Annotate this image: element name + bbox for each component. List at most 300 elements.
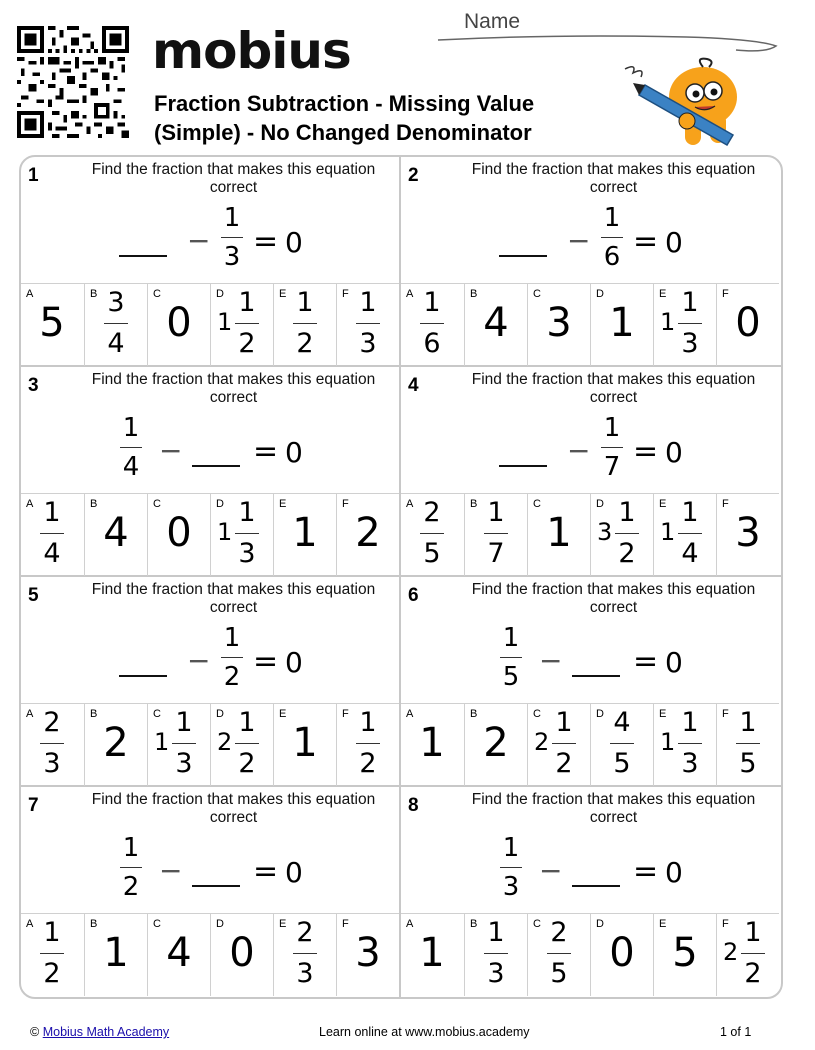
answer-option-c[interactable] — [147, 494, 210, 576]
fraction — [116, 833, 146, 902]
denominator: 3 — [223, 242, 241, 272]
option-fraction — [612, 498, 642, 569]
answer-blank[interactable] — [572, 675, 620, 677]
fraction-bar — [40, 533, 64, 534]
option-value — [654, 284, 716, 366]
logo-text: mobius — [152, 22, 351, 80]
whole-number: 2 — [483, 720, 509, 766]
fraction-bar — [40, 743, 64, 744]
denominator: 3 — [238, 538, 256, 569]
option-value — [274, 704, 336, 786]
fraction-bar — [293, 953, 317, 954]
answer-blank[interactable] — [499, 465, 547, 467]
answer-option-d[interactable] — [590, 284, 653, 366]
denominator: 5 — [550, 958, 568, 989]
denominator: 3 — [681, 748, 699, 779]
equation — [21, 833, 399, 913]
option-letter: C — [153, 708, 161, 720]
denominator: 2 — [122, 872, 140, 902]
whole-number: 1 — [660, 728, 676, 756]
fraction-bar — [552, 743, 576, 744]
option-letter: C — [533, 918, 541, 930]
numerator: 1 — [122, 833, 140, 863]
numerator: 1 — [603, 413, 621, 443]
option-value — [717, 494, 779, 576]
option-letter: E — [279, 288, 287, 300]
mobius-logo — [152, 22, 351, 80]
fraction-bar — [678, 533, 702, 534]
question-3 — [21, 367, 399, 575]
whole-number: 1 — [609, 300, 635, 346]
answer-option-e[interactable] — [653, 494, 716, 576]
answer-option-e[interactable] — [273, 704, 336, 786]
answer-option-f[interactable] — [716, 704, 779, 786]
numerator: 1 — [296, 287, 314, 318]
answer-option-e[interactable] — [653, 704, 716, 786]
option-letter: C — [533, 288, 541, 300]
option-letter: B — [90, 498, 98, 510]
equation-result: 0 — [665, 436, 683, 469]
option-fraction — [353, 708, 383, 779]
whole-number: 1 — [660, 308, 676, 336]
whole-number: 4 — [483, 300, 509, 346]
answer-option-a[interactable] — [21, 914, 83, 996]
option-value — [21, 704, 83, 786]
numerator: 1 — [43, 497, 61, 528]
option-letter: D — [216, 918, 224, 930]
option-fraction — [290, 918, 320, 989]
denominator: 2 — [618, 538, 636, 569]
equation — [401, 833, 779, 913]
option-letter: A — [406, 288, 414, 300]
answer-option-f[interactable] — [336, 494, 399, 576]
numerator: 2 — [43, 707, 61, 738]
answer-option-e[interactable] — [273, 494, 336, 576]
numerator: 1 — [359, 287, 377, 318]
option-value — [654, 494, 716, 576]
fraction — [597, 413, 627, 482]
answer-option-b[interactable] — [84, 914, 147, 996]
instruction-text: Find the fraction that makes this equation correct — [471, 371, 756, 406]
denominator: 5 — [423, 538, 441, 569]
answer-option-b[interactable] — [464, 704, 527, 786]
question-6 — [401, 577, 779, 785]
option-letter: B — [90, 288, 98, 300]
answer-option-a[interactable] — [401, 704, 463, 786]
denominator: 3 — [175, 748, 193, 779]
option-value — [21, 284, 83, 366]
fraction-bar — [221, 657, 243, 658]
name-line — [436, 26, 781, 56]
copyright-symbol: © — [30, 1025, 40, 1039]
option-letter: E — [279, 708, 287, 720]
option-value — [717, 284, 779, 366]
option-value — [591, 914, 653, 996]
worksheet-grid — [19, 155, 783, 999]
whole-number: 3 — [546, 300, 572, 346]
option-letter: E — [279, 498, 287, 510]
option-letter: E — [659, 498, 667, 510]
answer-blank[interactable] — [572, 885, 620, 887]
equation-result: 0 — [285, 856, 303, 889]
option-fraction — [738, 918, 768, 989]
option-value — [274, 284, 336, 366]
page-number: 1 of 1 — [720, 1025, 752, 1039]
answer-option-a[interactable] — [401, 284, 463, 366]
numerator: 1 — [223, 203, 241, 233]
fraction-bar — [601, 447, 623, 448]
numerator: 4 — [613, 707, 631, 738]
fraction-bar — [736, 743, 760, 744]
fraction — [217, 623, 247, 692]
qr-code — [17, 26, 129, 138]
option-letter: A — [406, 498, 414, 510]
answer-option-d[interactable] — [210, 494, 273, 576]
fraction-bar — [221, 237, 243, 238]
denominator: 5 — [613, 748, 631, 779]
option-value — [591, 704, 653, 786]
equation-result: 0 — [665, 646, 683, 679]
answer-blank[interactable] — [192, 465, 240, 467]
option-letter: A — [26, 498, 34, 510]
denominator: 3 — [359, 328, 377, 359]
answer-option-c[interactable] — [527, 284, 590, 366]
answer-option-d[interactable] — [590, 704, 653, 786]
answer-option-a[interactable] — [401, 914, 463, 996]
numerator: 1 — [175, 707, 193, 738]
answer-option-e[interactable] — [273, 284, 336, 366]
answer-option-b[interactable] — [464, 494, 527, 576]
option-letter: B — [470, 918, 478, 930]
option-fraction — [353, 288, 383, 359]
answer-option-f[interactable] — [336, 704, 399, 786]
equation-result: 0 — [285, 646, 303, 679]
question-number: 6 — [408, 585, 419, 606]
option-fraction — [481, 918, 511, 989]
answer-blank[interactable] — [192, 885, 240, 887]
option-letter: B — [90, 708, 98, 720]
fraction-bar — [235, 323, 259, 324]
option-fraction — [101, 288, 131, 359]
option-value — [591, 494, 653, 576]
question-number: 2 — [408, 165, 419, 186]
numerator: 1 — [423, 287, 441, 318]
numerator: 1 — [681, 287, 699, 318]
answer-options — [21, 703, 399, 786]
option-letter: F — [722, 918, 729, 930]
answer-option-b[interactable] — [84, 284, 147, 366]
denominator: 3 — [681, 328, 699, 359]
denominator: 2 — [238, 328, 256, 359]
question-2 — [401, 157, 779, 365]
denominator: 4 — [681, 538, 699, 569]
denominator: 7 — [603, 452, 621, 482]
whole-number: 3 — [735, 510, 761, 556]
denominator: 5 — [502, 662, 520, 692]
answer-option-a[interactable] — [21, 494, 83, 576]
answer-option-b[interactable] — [464, 914, 527, 996]
answer-option-c[interactable] — [147, 284, 210, 366]
fraction-bar — [678, 323, 702, 324]
option-letter: A — [26, 708, 34, 720]
whole-number: 5 — [39, 300, 65, 346]
answer-option-b[interactable] — [84, 494, 147, 576]
option-fraction — [417, 498, 447, 569]
denominator: 3 — [296, 958, 314, 989]
option-value — [274, 914, 336, 996]
option-value — [528, 284, 590, 366]
name-label: Name — [464, 10, 521, 33]
option-value — [85, 284, 147, 366]
denominator: 2 — [744, 958, 762, 989]
numerator: 2 — [423, 497, 441, 528]
equals-sign: = — [633, 224, 659, 259]
answer-option-a[interactable] — [21, 284, 83, 366]
option-fraction — [607, 708, 637, 779]
option-letter: B — [470, 288, 478, 300]
option-letter: C — [533, 708, 541, 720]
answer-option-c[interactable] — [527, 914, 590, 996]
equation-result: 0 — [665, 856, 683, 889]
answer-option-e[interactable] — [653, 284, 716, 366]
numerator: 1 — [739, 707, 757, 738]
answer-option-d[interactable] — [590, 494, 653, 576]
numerator: 1 — [502, 623, 520, 653]
denominator: 3 — [487, 958, 505, 989]
fraction — [116, 413, 146, 482]
minus-sign: − — [159, 434, 183, 467]
option-value — [528, 914, 590, 996]
numerator: 2 — [296, 917, 314, 948]
option-letter: F — [722, 708, 729, 720]
denominator: 5 — [739, 748, 757, 779]
numerator: 1 — [681, 497, 699, 528]
option-value — [717, 914, 779, 996]
fraction-bar — [601, 237, 623, 238]
minus-sign: − — [567, 434, 591, 467]
option-value — [85, 914, 147, 996]
answer-option-d[interactable] — [210, 914, 273, 996]
equation — [21, 413, 399, 493]
option-value — [401, 914, 463, 996]
option-fraction — [675, 708, 705, 779]
answer-blank[interactable] — [119, 675, 167, 677]
whole-number: 1 — [546, 510, 572, 556]
option-value — [654, 704, 716, 786]
answer-option-f[interactable] — [336, 284, 399, 366]
equation — [401, 203, 779, 283]
whole-number: 0 — [166, 300, 192, 346]
whole-number: 1 — [217, 308, 233, 336]
question-4 — [401, 367, 779, 575]
question-7 — [21, 787, 399, 995]
fraction — [496, 623, 526, 692]
option-fraction — [675, 288, 705, 359]
option-value — [85, 494, 147, 576]
option-value — [211, 284, 273, 366]
fraction-bar — [420, 323, 444, 324]
equals-sign: = — [633, 854, 659, 889]
instruction-text: Find the fraction that makes this equation correct — [471, 581, 756, 616]
option-letter: D — [216, 708, 224, 720]
equation-result: 0 — [665, 226, 683, 259]
denominator: 7 — [487, 538, 505, 569]
whole-number: 3 — [355, 930, 381, 976]
fraction-bar — [484, 953, 508, 954]
minus-sign: − — [159, 854, 183, 887]
question-number: 1 — [28, 165, 39, 186]
option-value — [401, 284, 463, 366]
minus-sign: − — [187, 644, 211, 677]
whole-number: 3 — [597, 518, 613, 546]
answer-option-d[interactable] — [590, 914, 653, 996]
numerator: 1 — [238, 287, 256, 318]
option-fraction — [733, 708, 763, 779]
whole-number: 2 — [534, 728, 550, 756]
minus-sign: − — [567, 224, 591, 257]
answer-option-c[interactable] — [527, 494, 590, 576]
instruction-text: Find the fraction that makes this equation correct — [91, 161, 376, 196]
question-number: 5 — [28, 585, 39, 606]
instruction-text: Find the fraction that makes this equation correct — [471, 791, 756, 826]
numerator: 2 — [550, 917, 568, 948]
option-fraction — [417, 288, 447, 359]
numerator: 3 — [107, 287, 125, 318]
equals-sign: = — [253, 434, 279, 469]
answer-option-c[interactable] — [147, 914, 210, 996]
answer-option-b[interactable] — [464, 284, 527, 366]
answer-option-f[interactable] — [716, 914, 779, 996]
title-line-2: (Simple) - No Changed Denominator — [154, 120, 532, 145]
equals-sign: = — [633, 644, 659, 679]
denominator: 4 — [43, 538, 61, 569]
option-value — [337, 494, 399, 576]
option-letter: F — [342, 708, 349, 720]
option-letter: A — [406, 918, 414, 930]
question-5 — [21, 577, 399, 785]
numerator: 1 — [502, 833, 520, 863]
numerator: 1 — [359, 707, 377, 738]
option-letter: C — [153, 918, 161, 930]
fraction-bar — [172, 743, 196, 744]
answer-option-c[interactable] — [147, 704, 210, 786]
answer-option-e[interactable] — [273, 914, 336, 996]
whole-number: 0 — [735, 300, 761, 346]
whole-number: 1 — [419, 720, 445, 766]
answer-option-a[interactable] — [21, 704, 83, 786]
numerator: 1 — [43, 917, 61, 948]
instruction-text: Find the fraction that makes this equation correct — [471, 161, 756, 196]
denominator: 4 — [107, 328, 125, 359]
fraction-bar — [235, 743, 259, 744]
option-letter: B — [90, 918, 98, 930]
equation-result: 0 — [285, 226, 303, 259]
fraction-bar — [610, 743, 634, 744]
whole-number: 2 — [217, 728, 233, 756]
answer-option-f[interactable] — [716, 284, 779, 366]
option-value — [337, 284, 399, 366]
option-letter: A — [26, 918, 34, 930]
whole-number: 1 — [419, 930, 445, 976]
option-letter: F — [342, 918, 349, 930]
answer-option-d[interactable] — [210, 704, 273, 786]
answer-option-a[interactable] — [401, 494, 463, 576]
answer-option-e[interactable] — [653, 914, 716, 996]
whole-number: 2 — [723, 938, 739, 966]
answer-blank[interactable] — [119, 255, 167, 257]
option-value — [401, 704, 463, 786]
answer-option-f[interactable] — [336, 914, 399, 996]
option-letter: F — [342, 498, 349, 510]
question-number: 8 — [408, 795, 419, 816]
question-number: 7 — [28, 795, 39, 816]
mobius-academy-link[interactable]: Mobius Math Academy — [42, 1025, 170, 1039]
option-fraction — [232, 708, 262, 779]
denominator: 2 — [238, 748, 256, 779]
numerator: 1 — [122, 413, 140, 443]
option-value — [148, 914, 210, 996]
option-letter: E — [279, 918, 287, 930]
whole-number: 1 — [154, 728, 170, 756]
answer-option-b[interactable] — [84, 704, 147, 786]
option-fraction — [37, 498, 67, 569]
whole-number: 1 — [217, 518, 233, 546]
equation — [21, 203, 399, 283]
denominator: 3 — [43, 748, 61, 779]
instruction-text: Find the fraction that makes this equation correct — [91, 581, 376, 616]
fraction-bar — [741, 953, 765, 954]
instruction-text: Find the fraction that makes this equation correct — [91, 371, 376, 406]
equals-sign: = — [253, 224, 279, 259]
denominator: 2 — [555, 748, 573, 779]
whole-number: 0 — [166, 510, 192, 556]
minus-sign: − — [187, 224, 211, 257]
option-value — [654, 914, 716, 996]
answer-options — [21, 283, 399, 366]
option-value — [148, 704, 210, 786]
denominator: 6 — [603, 242, 621, 272]
option-letter: E — [659, 918, 667, 930]
denominator: 6 — [423, 328, 441, 359]
option-letter: D — [596, 498, 604, 510]
minus-sign: − — [539, 644, 563, 677]
option-value — [274, 494, 336, 576]
equation — [401, 623, 779, 703]
answer-option-c[interactable] — [527, 704, 590, 786]
equation — [401, 413, 779, 493]
answer-option-d[interactable] — [210, 284, 273, 366]
fraction-bar — [40, 953, 64, 954]
option-letter: A — [406, 708, 414, 720]
option-letter: E — [659, 708, 667, 720]
answer-blank[interactable] — [499, 255, 547, 257]
answer-option-f[interactable] — [716, 494, 779, 576]
option-value — [528, 704, 590, 786]
option-fraction — [169, 708, 199, 779]
denominator: 3 — [502, 872, 520, 902]
answer-options — [401, 283, 779, 366]
numerator: 1 — [555, 707, 573, 738]
numerator: 1 — [223, 623, 241, 653]
option-letter: E — [659, 288, 667, 300]
equals-sign: = — [253, 854, 279, 889]
fraction-bar — [120, 867, 142, 868]
whole-number: 1 — [292, 720, 318, 766]
option-letter: D — [216, 498, 224, 510]
fraction-bar — [120, 447, 142, 448]
option-value — [148, 494, 210, 576]
option-value — [21, 494, 83, 576]
